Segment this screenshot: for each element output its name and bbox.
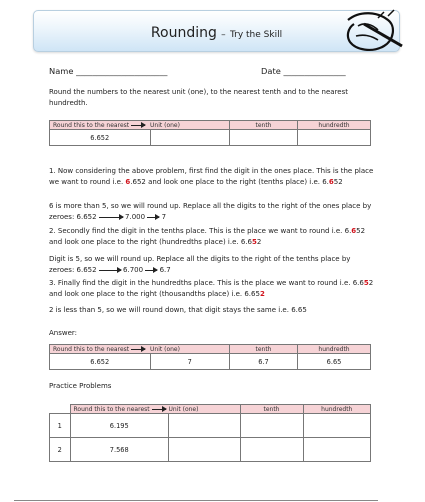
rounding-table-answer bbox=[49, 344, 371, 370]
name-field: Name ______________________ bbox=[49, 66, 168, 76]
table-tenth-cell[interactable] bbox=[240, 414, 303, 438]
practice-label: Practice Problems bbox=[49, 382, 112, 390]
rounding-table-1 bbox=[49, 120, 371, 146]
step-3: 3. Finally find the digit in the hundredths place. This is the place we want to round i.e. 6.652 and look one place to the right (thousandths place) i.e. 6.652 bbox=[49, 279, 374, 298]
table-tenth-cell[interactable] bbox=[240, 438, 303, 462]
table-header-row bbox=[50, 405, 371, 414]
step-2: 2. Secondly find the digit in the tenths place. This is the place we want to round i.e. 6.652 and look one place to the right (hundredths place) i.e. 6.652 bbox=[49, 227, 366, 246]
table-row bbox=[50, 130, 371, 146]
table-number: 6.652 bbox=[50, 354, 151, 370]
header-tenth: tenth bbox=[230, 345, 298, 354]
date-field: Date _______________ bbox=[261, 66, 346, 76]
table-row bbox=[50, 414, 371, 438]
practice-table bbox=[49, 404, 371, 462]
table-unit-cell: 7 bbox=[150, 354, 230, 370]
row-number: 1 bbox=[50, 414, 71, 438]
instructions: Round the numbers to the nearest unit (one), to the nearest tenth and to the nearest hundredth. bbox=[49, 88, 349, 107]
title-main: Rounding bbox=[150, 25, 217, 41]
row-number: 2 bbox=[50, 438, 71, 462]
table-unit-cell[interactable] bbox=[169, 438, 241, 462]
table-hundredth-cell: 6.65 bbox=[298, 354, 371, 370]
title-subtitle: Try the Skill bbox=[229, 30, 283, 40]
table-number[interactable]: 7.568 bbox=[70, 438, 169, 462]
hand-writing-icon bbox=[338, 6, 404, 58]
header-unit: Unit (one) bbox=[169, 405, 241, 414]
table-hundredth-cell[interactable] bbox=[303, 414, 371, 438]
header-round: Round this to the nearest bbox=[70, 405, 169, 414]
header-hundredth: hundredth bbox=[298, 345, 371, 354]
table-unit-cell[interactable] bbox=[169, 414, 241, 438]
footer-divider bbox=[14, 500, 378, 501]
step-1: 1. Now considering the above problem, first find the digit in the ones place. This is the place we want to round i.e. 6.652 and look one place to the right (tenths place) i.e. 6.652 bbox=[49, 167, 374, 186]
header-tenth: tenth bbox=[240, 405, 303, 414]
title-dash: – bbox=[221, 30, 226, 40]
header-blank bbox=[50, 405, 71, 414]
table-tenth-cell bbox=[230, 130, 298, 146]
table-tenth-cell: 6.7 bbox=[230, 354, 298, 370]
answer-label: Answer: bbox=[49, 329, 78, 337]
table-header-row bbox=[50, 121, 371, 130]
para-round-up-2: Digit is 5, so we will round up. Replace all the digits to the right of the tenths place by zeroes: 6.652 6.700 6.7 bbox=[49, 255, 351, 274]
para-round-down: 2 is less than 5, so we will round down, that digit stays the same i.e. 6.65 bbox=[49, 306, 307, 314]
header-round: Round this to the nearest bbox=[50, 121, 151, 130]
table-row bbox=[50, 438, 371, 462]
header-round: Round this to the nearest bbox=[50, 345, 151, 354]
para-round-up-1: 6 is more than 5, so we will round up. Replace all the digits to the right of the ones place by zeroes: 6.652 7.000 7 bbox=[49, 202, 372, 221]
table-unit-cell bbox=[150, 130, 230, 146]
header-unit: Unit (one) bbox=[150, 345, 230, 354]
table-number: 6.652 bbox=[50, 130, 151, 146]
table-hundredth-cell[interactable] bbox=[303, 438, 371, 462]
table-number[interactable]: 6.195 bbox=[70, 414, 169, 438]
table-header-row bbox=[50, 345, 371, 354]
header-hundredth: hundredth bbox=[303, 405, 371, 414]
header-tenth: tenth bbox=[230, 121, 298, 130]
header-hundredth: hundredth bbox=[298, 121, 371, 130]
table-hundredth-cell bbox=[298, 130, 371, 146]
header-unit: Unit (one) bbox=[150, 121, 230, 130]
table-row bbox=[50, 354, 371, 370]
